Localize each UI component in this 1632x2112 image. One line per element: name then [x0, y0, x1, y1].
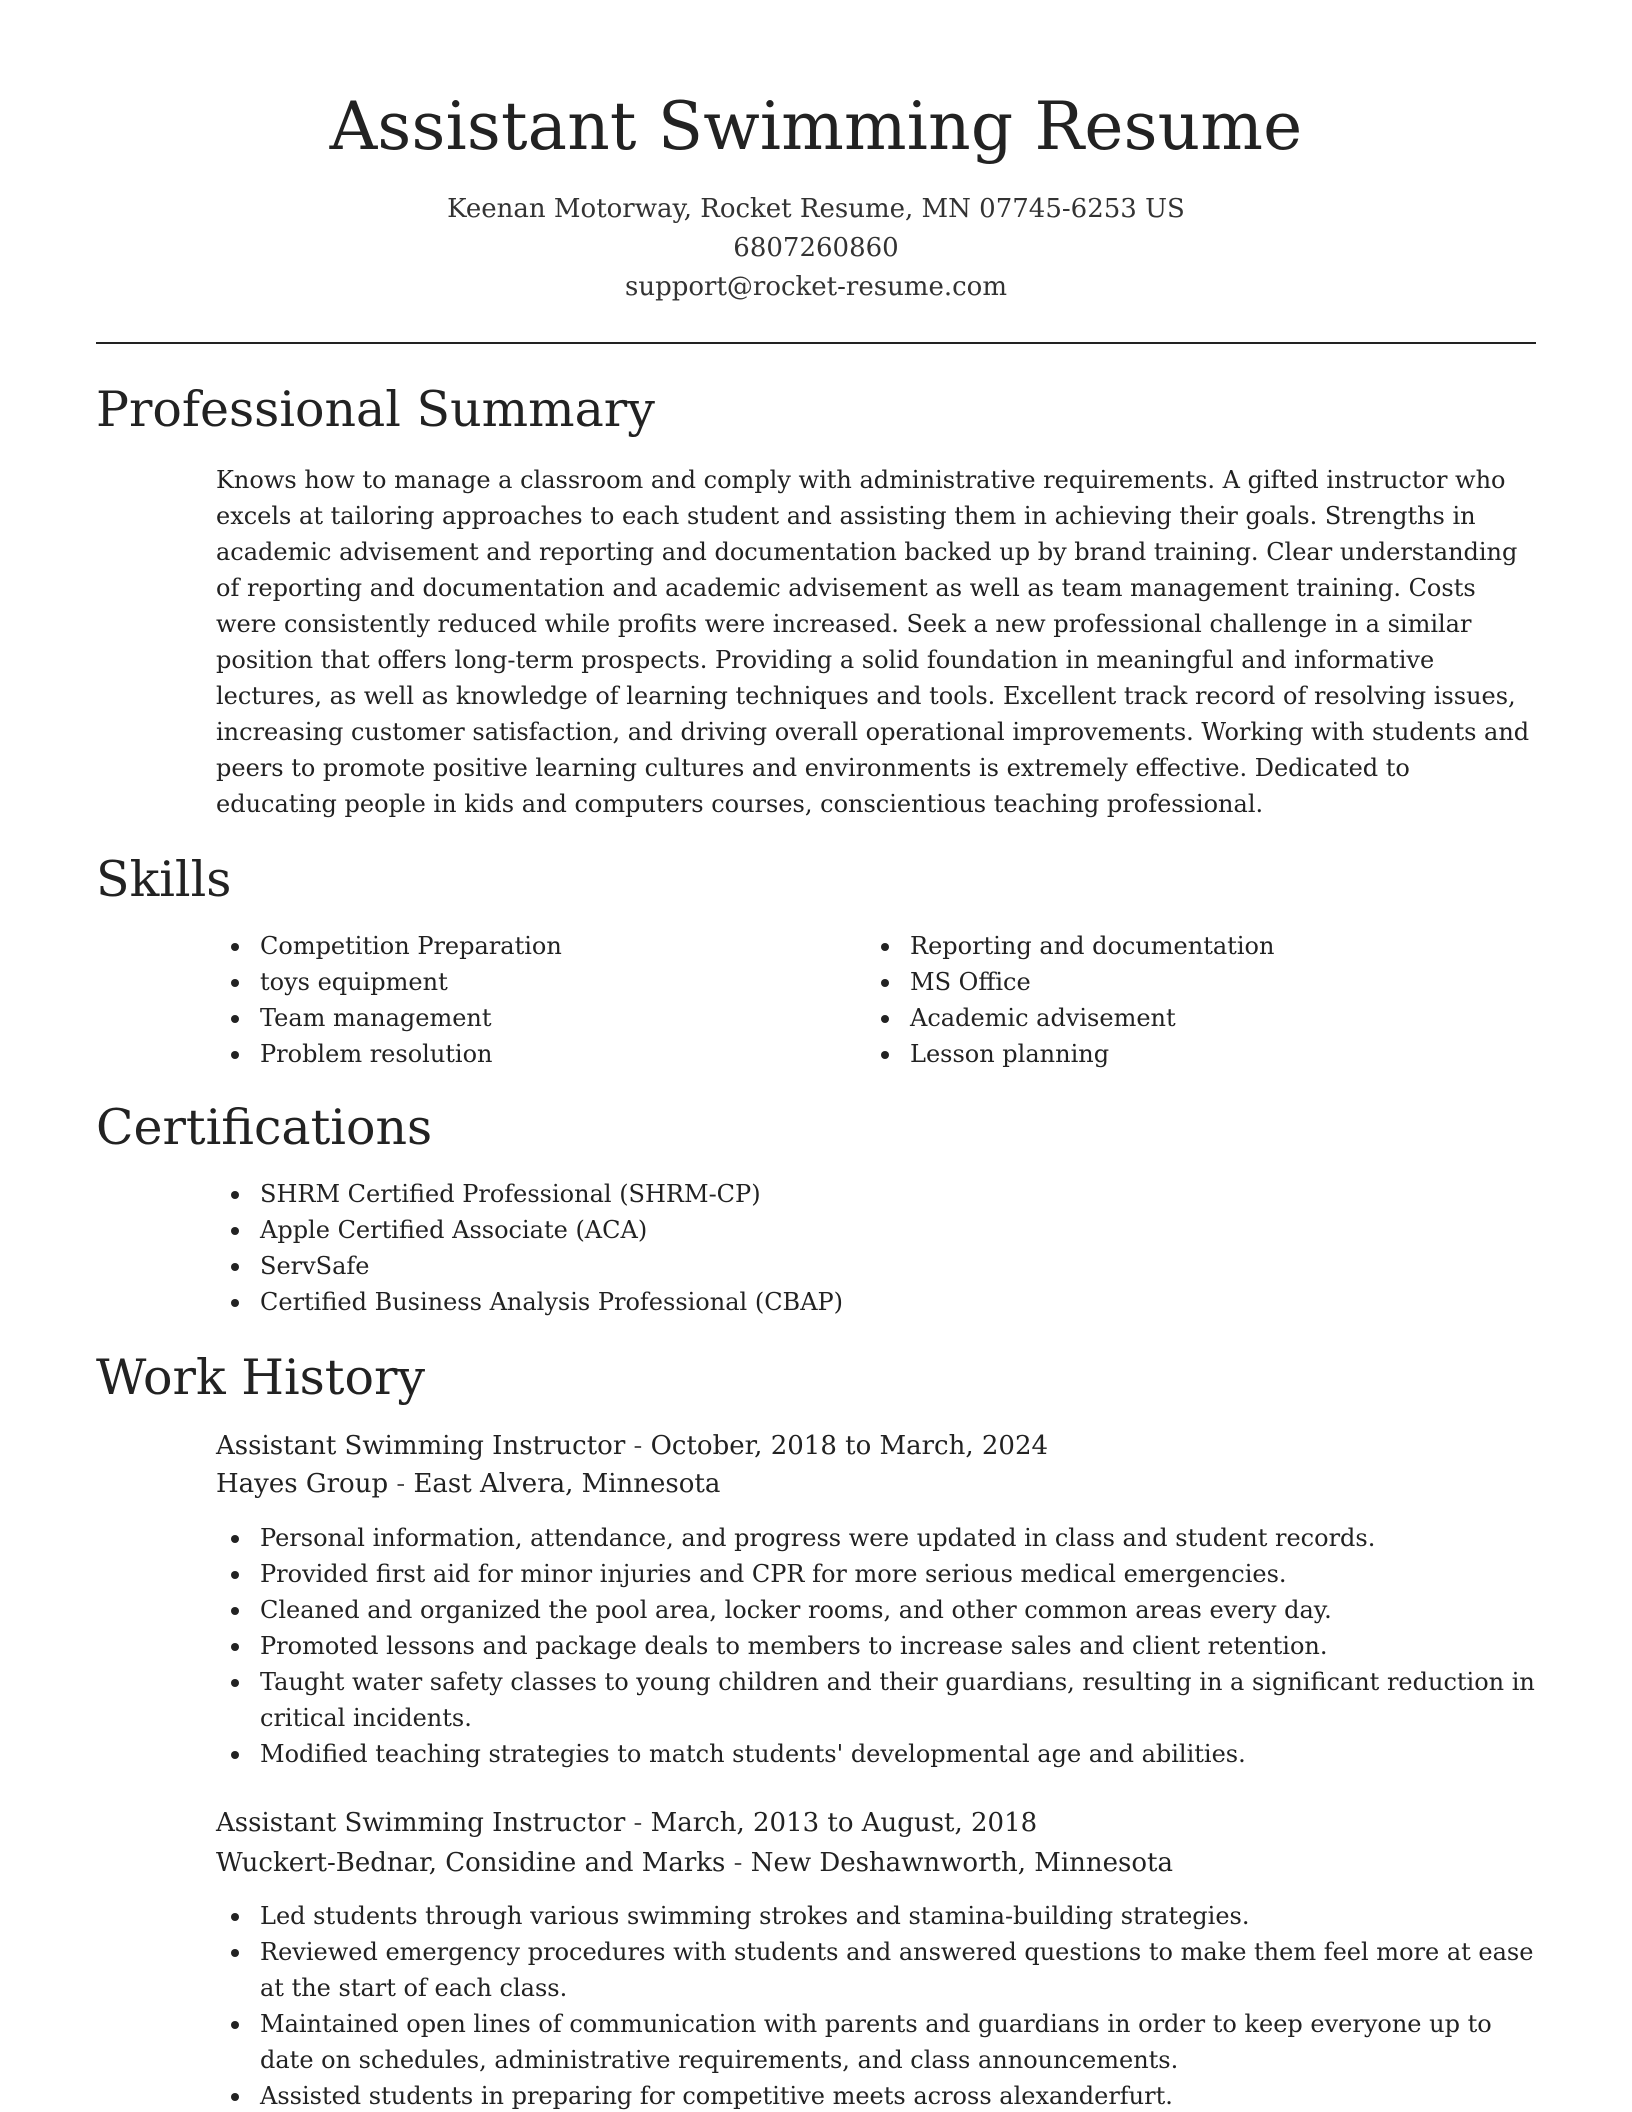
- job-dates: March, 2013 to August, 2018: [650, 1808, 1038, 1838]
- work-history-heading: Work History: [96, 1349, 426, 1406]
- job-location: New Deshawnworth, Minnesota: [750, 1848, 1173, 1878]
- job-bullet: Cleaned and organized the pool area, locker rooms, and other common areas every day.: [216, 1592, 1538, 1628]
- skill-item: Team management: [216, 1000, 836, 1036]
- job-bullet: Personal information, attendance, and progress were updated in class and student records.: [216, 1520, 1538, 1556]
- certification-item: Apple Certified Associate (ACA): [216, 1212, 1538, 1248]
- job-company-line: Wuckert-Bednar, Considine and Marks - New Deshawnworth, Minnesota: [216, 1848, 1173, 1878]
- job-bullets: [216, 1520, 1538, 1772]
- skill-item: Problem resolution: [216, 1036, 836, 1072]
- summary-heading: Professional Summary: [96, 381, 655, 438]
- job-company: Hayes Group: [216, 1469, 389, 1499]
- resume-title: Assistant Swimming Resume: [329, 88, 1303, 165]
- job-bullet: Maintained open lines of communication with parents and guardians in order to keep everyone up to date on schedules, administrative requirements, and class announcements.: [216, 2006, 1538, 2078]
- certifications-heading: Certifications: [96, 1099, 433, 1156]
- contact-phone: 6807260860: [733, 233, 899, 263]
- job-bullet: Taught water safety classes to young children and their guardians, resulting in a significant reduction in critical incidents.: [216, 1664, 1538, 1736]
- skills-heading: Skills: [96, 851, 232, 908]
- job-location: East Alvera, Minnesota: [413, 1469, 721, 1499]
- certifications-list: [216, 1176, 1538, 1320]
- job-bullet: Promoted lessons and package deals to members to increase sales and client retention.: [216, 1628, 1538, 1664]
- job-bullet: Provided first aid for minor injuries and CPR for more serious medical emergencies.: [216, 1556, 1538, 1592]
- job-bullet: Reviewed emergency procedures with students and answered questions to make them feel more at ease at the start of each class.: [216, 1934, 1538, 2006]
- skill-item: toys equipment: [216, 964, 836, 1000]
- job-dates: October, 2018 to March, 2024: [650, 1431, 1049, 1461]
- skill-item: Lesson planning: [866, 1036, 1486, 1072]
- job-bullet: Assisted students in preparing for competitive meets across alexanderfurt.: [216, 2078, 1538, 2112]
- certification-item: SHRM Certified Professional (SHRM-CP): [216, 1176, 1538, 1212]
- job-title-line: Assistant Swimming Instructor - October, 2018 to March, 2024: [216, 1431, 1049, 1461]
- contact-address: Keenan Motorway, Rocket Resume, MN 07745-6253 US: [447, 194, 1185, 224]
- job-bullet: Modified teaching strategies to match students' developmental age and abilities.: [216, 1736, 1538, 1772]
- skill-item: Competition Preparation: [216, 928, 836, 964]
- summary-text: Knows how to manage a classroom and comply with administrative requirements. A gifted instructor who excels at tailoring approaches to each student and assisting them in achieving their goals. Strengths in academic advisement and reporting and documentation backed up by brand training. Clear understanding of reporting and documentation and academic advisement as well as team management training. Costs were consistently reduced while profits were increased. Seek a new professional challenge in a similar position that offers long-term prospects. Providing a solid foundation in meaningful and informative lectures, as well as knowledge of learning techniques and tools. Excellent track record of resolving issues, increasing customer satisfaction, and driving overall operational improvements. Working with students and peers to promote positive learning cultures and environments is extremely effective. Dedicated to educating people in kids and computers courses, conscientious teaching professional.: [216, 466, 1530, 818]
- skill-item: MS Office: [866, 964, 1486, 1000]
- job-bullets: [216, 1898, 1538, 2112]
- skills-column-right: [866, 928, 1486, 1072]
- header-divider: [96, 342, 1536, 344]
- certification-item: Certified Business Analysis Professional (CBAP): [216, 1284, 1538, 1320]
- skill-item: Academic advisement: [866, 1000, 1486, 1036]
- skills-column-left: [216, 928, 836, 1072]
- job-title: Assistant Swimming Instructor: [216, 1808, 626, 1838]
- contact-block: [0, 190, 1632, 307]
- certification-item: ServSafe: [216, 1248, 1538, 1284]
- job-company-line: Hayes Group - East Alvera, Minnesota: [216, 1469, 721, 1499]
- skill-item: Reporting and documentation: [866, 928, 1486, 964]
- job-bullet: Led students through various swimming strokes and stamina-building strategies.: [216, 1898, 1538, 1934]
- job-title: Assistant Swimming Instructor: [216, 1431, 626, 1461]
- job-company: Wuckert-Bednar, Considine and Marks: [216, 1848, 726, 1878]
- contact-email: support@rocket-resume.com: [624, 272, 1007, 302]
- resume-header: [0, 0, 1632, 307]
- job-title-line: Assistant Swimming Instructor - March, 2013 to August, 2018: [216, 1808, 1038, 1838]
